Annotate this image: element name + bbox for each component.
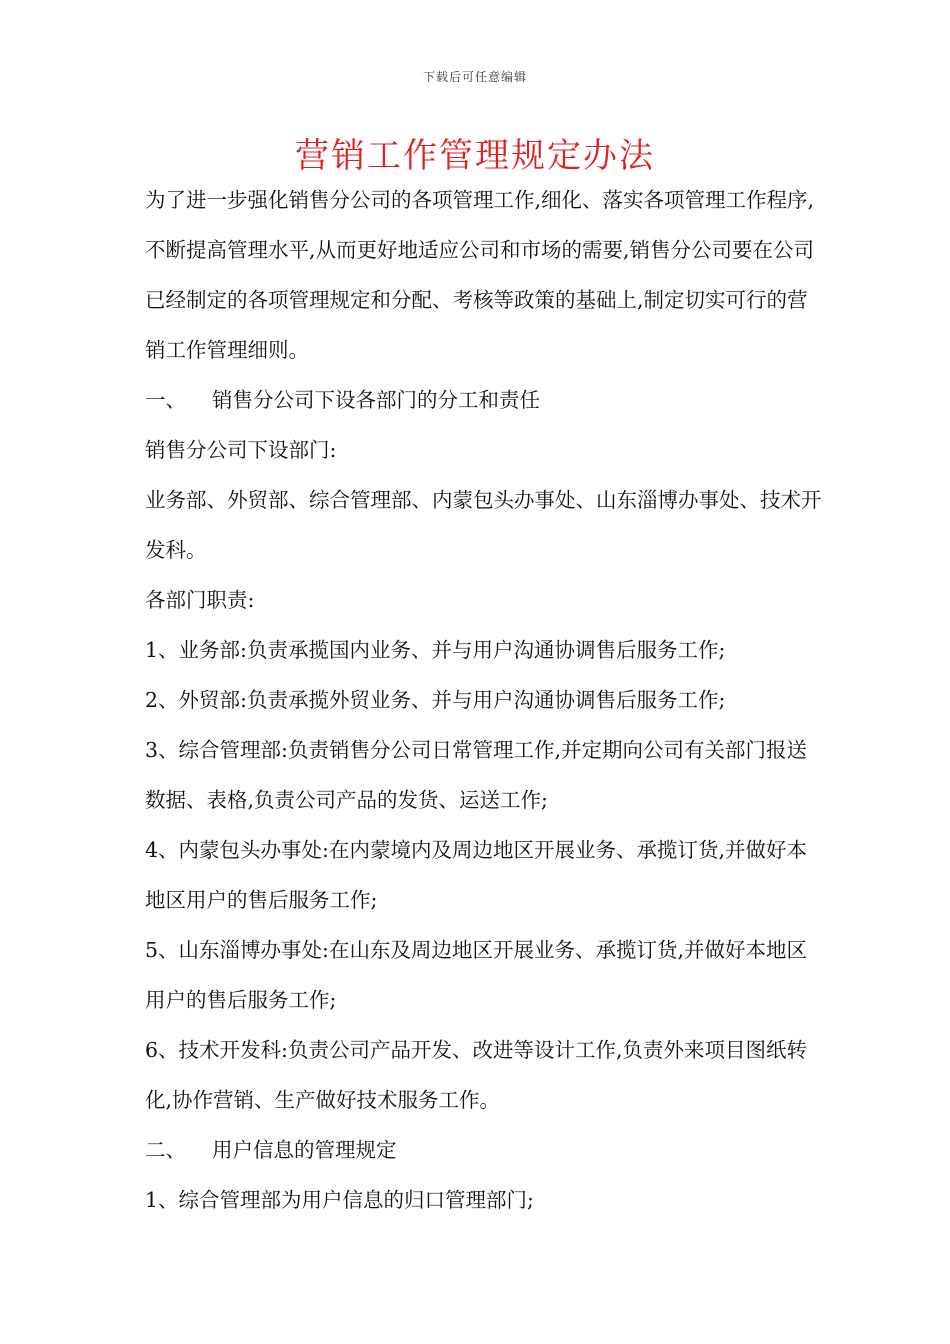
section-heading-text: 销售分公司下设各部门的分工和责任 bbox=[212, 388, 540, 412]
section-number: 一、 bbox=[145, 388, 186, 412]
dept-label: 销售分公司下设部门: bbox=[145, 438, 337, 462]
header-note: 下载后可任意编辑 bbox=[422, 70, 527, 84]
duty-item: 5、山东淄博办事处:在山东及周边地区开展业务、承揽订货,并做好本地区用户的售后服务工作; bbox=[145, 938, 807, 1012]
duty-item: 4、内蒙包头办事处:在内蒙境内及周边地区开展业务、承揽订货,并做好本地区用户的售后服务工作; bbox=[145, 838, 807, 912]
section-number: 二、 bbox=[145, 1138, 186, 1162]
duty-label: 各部门职责: bbox=[145, 588, 255, 612]
dept-list: 业务部、外贸部、综合管理部、内蒙包头办事处、山东淄博办事处、技术开发科。 bbox=[145, 488, 822, 562]
section-heading-text: 用户信息的管理规定 bbox=[212, 1138, 397, 1162]
duty-item: 3、综合管理部:负责销售分公司日常管理工作,并定期向公司有关部门报送数据、表格,负责公司产品的发货、运送工作; bbox=[145, 738, 807, 812]
duty-item: 2、外贸部:负责承揽外贸业务、并与用户沟通协调售后服务工作; bbox=[145, 688, 726, 712]
section-heading-1 bbox=[145, 375, 825, 425]
section2-item: 1、综合管理部为用户信息的归口管理部门; bbox=[145, 1188, 534, 1212]
duty-item: 6、技术开发科:负责公司产品开发、改进等设计工作,负责外来项目图纸转化,协作营销、生产做好技术服务工作。 bbox=[145, 1038, 807, 1112]
section-heading-2 bbox=[145, 1125, 825, 1175]
duty-item: 1、业务部:负责承揽国内业务、并与用户沟通协调售后服务工作; bbox=[145, 638, 726, 662]
document-body bbox=[145, 175, 825, 1225]
document-title: 营销工作管理规定办法 bbox=[295, 136, 655, 176]
intro-paragraph: 为了进一步强化销售分公司的各项管理工作,细化、落实各项管理工作程序,不断提高管理水平,从而更好地适应公司和市场的需要,销售分公司要在公司已经制定的各项管理规定和分配、考核等政策的基础上,制定切实可行的营销工作管理细则。 bbox=[145, 188, 815, 362]
